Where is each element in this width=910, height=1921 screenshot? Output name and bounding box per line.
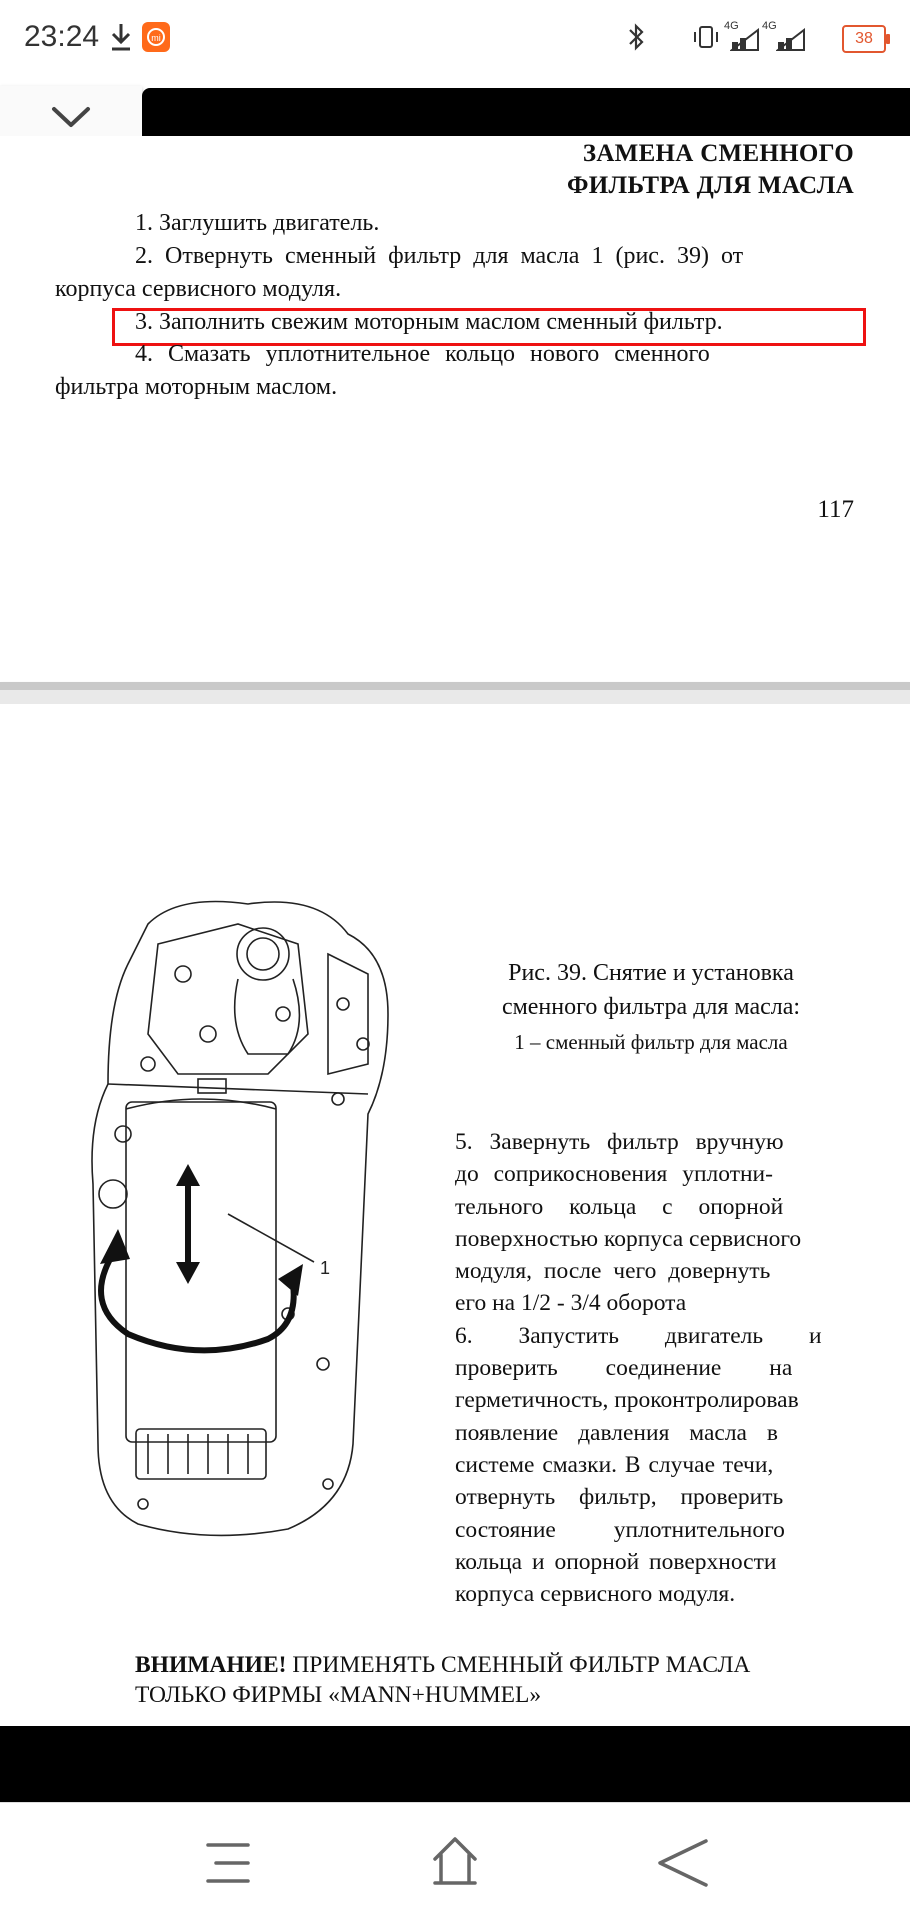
- step-6-line: 6. Запустить двигатель и: [455, 1322, 822, 1349]
- page-edge-bottom: [0, 1726, 910, 1802]
- warning-note: [135, 1650, 750, 1710]
- page-number: 117: [817, 496, 854, 523]
- step-5-line: до соприкосновения уплотни-: [455, 1161, 773, 1188]
- step-6-line: появление давления масла в: [455, 1419, 778, 1446]
- step-4-line2: фильтра моторным маслом.: [55, 374, 338, 400]
- oil-filter-diagram: [88, 884, 418, 1544]
- step-5-line: модуля, после чего довернуть: [455, 1258, 771, 1285]
- step-5-line: тельного кольца с опорной: [455, 1193, 784, 1220]
- step-5-line: поверхностью корпуса сервисного: [455, 1225, 802, 1252]
- figure-caption-legend: 1 – сменный фильтр для масла: [514, 1030, 788, 1054]
- step-6-line: кольца и опорной поверхности: [455, 1548, 777, 1575]
- back-icon[interactable]: [656, 1837, 710, 1889]
- download-icon: [110, 22, 132, 52]
- step-6-line: герметичность, проконтролировав: [455, 1387, 799, 1414]
- step-1: 1. Заглушить двигатель.: [135, 210, 380, 236]
- figure-caption-subtitle: сменного фильтра для масла:: [501, 994, 801, 1020]
- vibrate-icon: [692, 22, 720, 52]
- system-nav-bar: [0, 1802, 910, 1921]
- page-gap: [0, 690, 910, 704]
- step-6-line: системе смазки. В случае течи,: [455, 1451, 774, 1478]
- step-4-line1: 4. Смазать уплотнительное кольцо нового сменного: [135, 341, 710, 367]
- network-type-label: 4G: [724, 20, 739, 32]
- step-6-line: состояние уплотнительного: [455, 1516, 785, 1543]
- step-5-line: 5. Завернуть фильтр вручную: [455, 1129, 784, 1155]
- step-6-line: проверить соединение на: [455, 1355, 793, 1382]
- page-divider: [0, 682, 910, 690]
- signal-icon-2: [776, 28, 806, 52]
- steps-5-6: [455, 1126, 855, 1610]
- status-time: 23:24: [24, 20, 100, 53]
- warning-text: ПРИМЕНЯТЬ СМЕННЫЙ ФИЛЬТР МАСЛА: [286, 1652, 751, 1678]
- mi-app-icon: [142, 22, 170, 52]
- section-heading-line1: ЗАМЕНА СМЕННОГО: [582, 140, 854, 167]
- figure-caption-title: Рис. 39. Снятие и установка: [508, 960, 794, 986]
- status-icons: [626, 22, 886, 56]
- section-heading-line2: ФИЛЬТРА ДЛЯ МАСЛА: [567, 172, 854, 199]
- network-type-label-2: 4G: [762, 20, 777, 32]
- home-icon[interactable]: [431, 1835, 479, 1889]
- warning-label: ВНИМАНИЕ!: [135, 1652, 287, 1678]
- step-5-line: его на 1/2 - 3/4 оборота: [455, 1290, 687, 1317]
- status-bar: [0, 0, 910, 78]
- battery-icon: 38: [842, 25, 886, 53]
- step-2-line1: [135, 243, 855, 270]
- chevron-down-icon: [50, 103, 92, 131]
- step-6-line: корпуса сервисного модуля.: [455, 1581, 736, 1608]
- step-6-line: отвернуть фильтр, проверить: [455, 1484, 784, 1511]
- document-page-118: [0, 704, 910, 1726]
- document-page-117: [0, 136, 910, 682]
- recent-apps-icon[interactable]: [204, 1839, 252, 1887]
- step-3: 3. Заполнить свежим моторным маслом сменный фильтр.: [135, 309, 723, 335]
- svg-text:mi: mi: [151, 33, 161, 43]
- page-edge-top: [142, 88, 910, 136]
- step-2-text: 2. Отвернуть сменный фильтр для масла 1 (рис. 39) от: [135, 243, 744, 269]
- step-2-line2: корпуса сервисного модуля.: [55, 276, 342, 302]
- figure-callout-1: 1: [320, 1258, 331, 1278]
- warning-text-line2: ТОЛЬКО ФИРМЫ «MANN+HUMMEL»: [135, 1682, 542, 1708]
- signal-icon: [730, 28, 760, 52]
- bluetooth-icon: [626, 22, 646, 52]
